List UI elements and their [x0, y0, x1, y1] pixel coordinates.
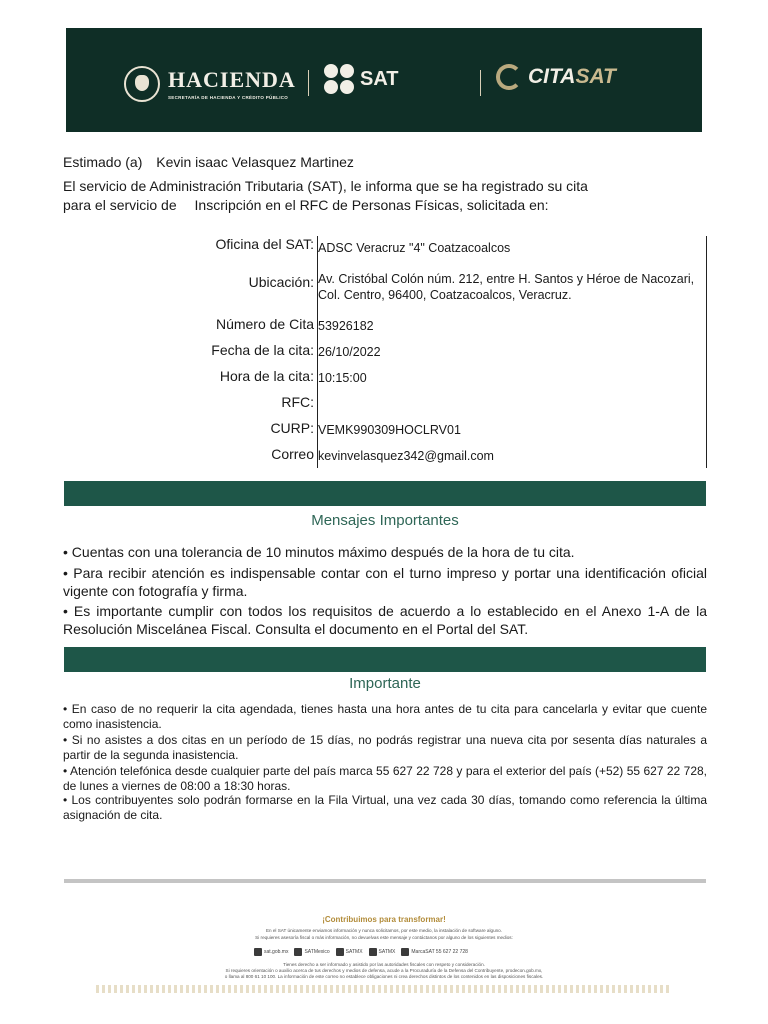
mensaje-item: • Para recibir atención es indispensable contar con el turno impreso y portar una identificación oficial vigente con fotografía y firma.: [63, 565, 707, 599]
hacienda-name: HACIENDA: [168, 66, 296, 92]
social-link-youtube[interactable]: SATMX: [369, 948, 396, 956]
importante-item: • Atención telefónica desde cualquier parte del país marca 55 627 22 728 y para el exterior del país (+52) 55 627 22 728, de lunes a viernes de 08:00 a 18:30 horas.: [63, 764, 707, 793]
citasat-logo: [496, 64, 616, 90]
detail-value: Av. Cristóbal Colón núm. 212, entre H. Santos y Héroe de Nacozari, Col. Centro, 96400, Coatzacoalcos, Veracruz.: [318, 272, 695, 302]
detail-label: Número de Cita: [215, 316, 314, 332]
social-link-phone[interactable]: MarcaSAT 55 627 22 728: [401, 948, 468, 956]
footer-title: ¡Contribuimos para transformar!: [322, 915, 446, 924]
intro-line2-prefix: para el servicio de: [63, 197, 177, 213]
mensaje-item: • Cuentas con una tolerancia de 10 minutos máximo después de la hora de tu cita.: [63, 544, 575, 560]
citasat-part2: SAT: [575, 65, 616, 88]
detail-label: RFC:: [281, 394, 314, 410]
social-link-twitter[interactable]: SATMX: [336, 948, 363, 956]
detail-label: Fecha de la cita:: [211, 342, 314, 358]
youtube-icon: [369, 948, 377, 956]
footer-divider: [64, 879, 706, 883]
citasat-part1: CITA: [528, 65, 576, 88]
facebook-icon: [294, 948, 302, 956]
social-links: [254, 948, 468, 956]
intro-paragraph: [63, 177, 623, 215]
citasat-mark-icon: [496, 64, 522, 90]
section-bar: [64, 647, 706, 672]
service-name: Inscripción en el RFC de Personas Físicas, solicitada en:: [194, 197, 549, 213]
mensajes-title: Mensajes Importantes: [311, 512, 459, 529]
detail-label: Oficina del SAT:: [215, 236, 314, 252]
web-icon: [254, 948, 262, 956]
details-right-border: [706, 236, 707, 468]
greeting: [63, 153, 354, 171]
logo-divider: [480, 70, 481, 96]
logo-divider: [308, 70, 309, 96]
hacienda-logo: [124, 64, 296, 104]
sat-dots-icon: [324, 64, 354, 94]
importante-title: Importante: [349, 675, 421, 692]
phone-icon: [401, 948, 409, 956]
detail-value: kevinvelasquez342@gmail.com: [318, 449, 494, 463]
detail-value: 26/10/2022: [318, 345, 381, 359]
importante-item: • En caso de no requerir la cita agendada, tienes hasta una hora antes de tu cita para cancelarla y evitar que cuente como inasistencia.: [63, 702, 707, 731]
hacienda-subtitle: SECRETARÍA DE HACIENDA Y CRÉDITO PÚBLICO: [168, 94, 289, 100]
detail-value: ADSC Veracruz "4" Coatzacoalcos: [318, 241, 511, 255]
footer-text: Si requieres asesoría fiscal o más información, no devuelvas este mensaje y contáctanos por alguno de los siguientes medios:: [255, 935, 513, 940]
detail-value: 53926182: [318, 319, 374, 333]
importante-item: • Si no asistes a dos citas en un período de 15 días, no podrás registrar una nueva cita por sesenta días naturales a partir de la segunda inasistencia.: [63, 733, 707, 762]
importante-item: • Los contribuyentes solo podrán formarse en la Fila Virtual, una vez cada 30 días, tomando como referencia la última asignación de cita.: [63, 793, 707, 822]
social-link-web[interactable]: sat.gob.mx: [254, 948, 288, 956]
detail-label: Correo: [271, 446, 314, 462]
detail-value: VEMK990309HOCLRV01: [318, 423, 461, 437]
footer-text: Si requieres orientación o auxilio acerca de tus derechos y medios de defensa, acude a la Procuraduría de la Defensa del Contribuyente, prodecon.gob.mx,: [225, 968, 543, 973]
footer-text: Tienes derecho a ser informado y asistido por las autoridades fiscales con respeto y consideración.: [283, 962, 485, 967]
eagle-seal-icon: [124, 66, 160, 102]
social-link-facebook[interactable]: SATMexico: [294, 948, 329, 956]
sat-logo: [324, 64, 399, 94]
salutation: Estimado (a): [63, 154, 143, 170]
detail-value: 10:15:00: [318, 371, 367, 385]
mensaje-item: • Es importante cumplir con todos los requisitos de acuerdo a lo establecido en el Anexo 1-A de la Resolución Miscelánea Fiscal. Consulta el documento en el Portal del SAT.: [63, 603, 707, 637]
detail-label: Ubicación:: [248, 274, 314, 290]
sat-name: SAT: [360, 67, 399, 90]
footer-text: o llama al 800 61 10 100. La información de este correo no establece obligaciones ni crea derechos distintos de los contenidos en las disposiciones fiscales.: [224, 974, 544, 979]
recipient-name: Kevin isaac Velasquez Martinez: [156, 154, 354, 170]
footer-text: En el SAT únicamente enviamos información y nunca solicitamos, por este medio, la instalación de software alguno.: [265, 928, 503, 933]
header-banner: [66, 28, 702, 132]
section-bar: [64, 481, 706, 506]
intro-line1: El servicio de Administración Tributaria (SAT), le informa que se ha registrado su cita: [63, 178, 588, 194]
twitter-icon: [336, 948, 344, 956]
decorative-pattern: [96, 985, 672, 993]
detail-label: CURP:: [270, 420, 314, 436]
detail-label: Hora de la cita:: [219, 368, 314, 384]
